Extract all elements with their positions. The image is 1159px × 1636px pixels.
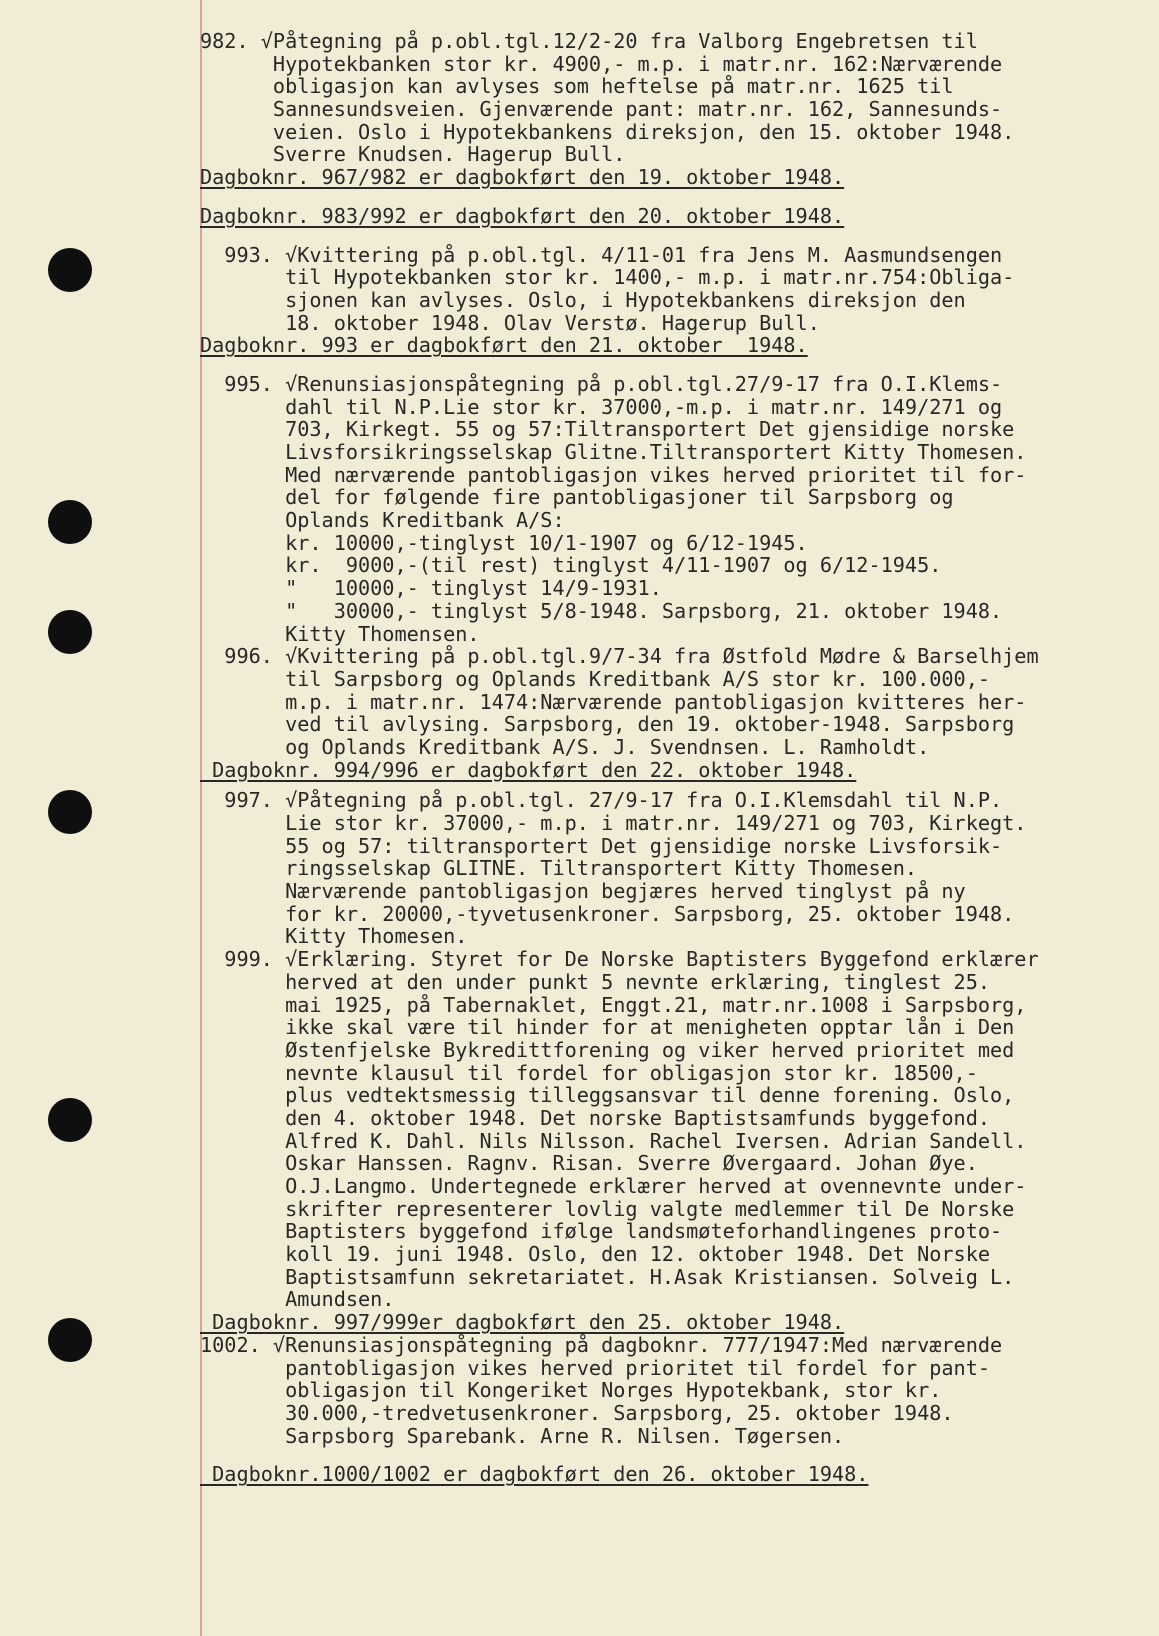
register-text-line: ved til avlysing. Sarpsborg, den 19. oktober-1948. Sarpsborg [200, 712, 1015, 737]
register-text-line: og Oplands Kreditbank A/S. J. Svendnsen. L. Ramholdt. [200, 734, 930, 759]
register-text-line: veien. Oslo i Hypotekbankens direksjon, den 15. oktober 1948. [200, 119, 1015, 144]
register-text-line: for kr. 20000,-tyvetusenkroner. Sarpsborg, 25. oktober 1948. [200, 901, 1015, 926]
register-text-line: Hypotekbanken stor kr. 4900,- m.p. i matr.nr. 162:Nærværende [200, 51, 1003, 76]
typed-register-text [200, 30, 1150, 1486]
register-text-line: pantobligasjon vikes herved prioritet til fordel for pant- [200, 1355, 991, 1380]
register-text-line: 995. √Renunsiasjonspåtegning på p.obl.tgl.27/9-17 fra O.I.Klems- [200, 371, 1003, 396]
register-text-line: til Hypotekbanken stor kr. 1400,- m.p. i matr.nr.754:Obliga- [200, 265, 1015, 290]
register-text-line: Alfred K. Dahl. Nils Nilsson. Rachel Iversen. Adrian Sandell. [200, 1128, 1027, 1153]
register-text-line: Sarpsborg Sparebank. Arne R. Nilsen. Tøgersen. [200, 1423, 845, 1448]
register-text-line: Oskar Hanssen. Ragnv. Risan. Sverre Øvergaard. Johan Øye. [200, 1151, 978, 1176]
register-text-line: Med nærværende pantobligasjon vikes herved prioritet til for- [200, 462, 1027, 487]
dagbok-entry-line: Dagboknr. 983/992 er dagbokført den 20. oktober 1948. [200, 203, 845, 228]
register-text-line: ikke skal være til hinder for at menigheten opptar lån i Den [200, 1015, 1015, 1040]
dagbok-entry-line: Dagboknr. 997/999er dagbokført den 25. oktober 1948. [200, 1310, 845, 1335]
register-text-line: Amundsen. [200, 1287, 395, 1312]
register-text-line: 55 og 57: tiltransportert Det gjensidige norske Livsforsik- [200, 833, 1003, 858]
punch-hole [48, 248, 92, 292]
register-text-line: Sverre Knudsen. Hagerup Bull. [200, 142, 626, 167]
register-text-line: nevnte klausul til fordel for obligasjon stor kr. 18500,- [200, 1060, 978, 1085]
register-text-line: Kitty Thomesen. [200, 924, 468, 949]
register-text-line: Baptisters byggefond ifølge landsmøteforhandlingenes proto- [200, 1219, 1003, 1244]
register-text-line: dahl til N.P.Lie stor kr. 37000,-m.p. i matr.nr. 149/271 og [200, 394, 1003, 419]
register-text-line: 999. √Erklæring. Styret for De Norske Baptisters Byggefond erklærer [200, 947, 1039, 972]
punch-hole [48, 790, 92, 834]
register-text-line: m.p. i matr.nr. 1474:Nærværende pantobligasjon kvitteres her- [200, 689, 1027, 714]
register-text-line: sjonen kan avlyses. Oslo, i Hypotekbankens direksjon den [200, 287, 966, 312]
punch-hole [48, 500, 92, 544]
punch-hole [48, 610, 92, 654]
register-text-line: kr. 10000,-tinglyst 10/1-1907 og 6/12-1945. [200, 530, 808, 555]
punch-hole [48, 1318, 92, 1362]
dagbok-entry-line: Dagboknr.1000/1002 er dagbokført den 26. oktober 1948. [200, 1462, 869, 1487]
register-text-line: Lie stor kr. 37000,- m.p. i matr.nr. 149/271 og 703, Kirkegt. [200, 811, 1027, 835]
register-text-line: obligasjon kan avlyses som heftelse på matr.nr. 1625 til [200, 74, 954, 99]
register-text-line: til Sarpsborg og Oplands Kreditbank A/S stor kr. 100.000,- [200, 666, 991, 691]
dagbok-entry-line: Dagboknr. 994/996 er dagbokført den 22. oktober 1948. [200, 757, 857, 782]
register-text-line: den 4. oktober 1948. Det norske Baptistsamfunds byggefond. [200, 1105, 991, 1130]
register-text-line: Baptistsamfunn sekretariatet. H.Asak Kristiansen. Solveig L. [200, 1264, 1015, 1289]
register-text-line: 993. √Kvittering på p.obl.tgl. 4/11-01 fra Jens M. Aasmundsengen [200, 242, 1003, 267]
register-text-line: skrifter representerer lovlig valgte medlemmer til De Norske [200, 1196, 1015, 1221]
register-text-line: Livsforsikringsselskap Glitne.Tiltransportert Kitty Thomesen. [200, 440, 1027, 464]
register-text-line: kr. 9000,-(til rest) tinglyst 4/11-1907 og 6/12-1945. [200, 553, 942, 578]
register-text-line: Nærværende pantobligasjon begjæres herved tinglyst på ny [200, 879, 966, 904]
register-text-line: plus vedtektsmessig tilleggsansvar til denne forening. Oslo, [200, 1083, 1015, 1108]
register-text-line: Østenfjelske Bykredittforening og viker herved prioritet med [200, 1037, 1015, 1062]
register-text-line: 997. √Påtegning på p.obl.tgl. 27/9-17 fra O.I.Klemsdahl til N.P. [200, 788, 1003, 813]
register-text-line: 982. √Påtegning på p.obl.tgl.12/2-20 fra Valborg Engebretsen til [200, 29, 978, 53]
dagbok-entry-line: Dagboknr. 967/982 er dagbokført den 19. oktober 1948. [200, 165, 845, 190]
punch-hole [48, 1098, 92, 1142]
register-text-line: " 30000,- tinglyst 5/8-1948. Sarpsborg, 21. oktober 1948. [200, 598, 1003, 623]
register-text-line: Kitty Thomensen. [200, 621, 480, 646]
register-text-line: O.J.Langmo. Undertegnede erklærer herved at ovennevnte under- [200, 1174, 1027, 1198]
register-text-line: Sannesundsveien. Gjenværende pant: matr.nr. 162, Sannesunds- [200, 97, 1003, 122]
register-text-line: Oplands Kreditbank A/S: [200, 508, 565, 533]
register-text-line: obligasjon til Kongeriket Norges Hypotekbank, stor kr. [200, 1378, 942, 1403]
register-text-line: 18. oktober 1948. Olav Verstø. Hagerup Bull. [200, 310, 820, 335]
register-text-line: koll 19. juni 1948. Oslo, den 12. oktober 1948. Det Norske [200, 1242, 991, 1267]
register-text-line: 703, Kirkegt. 55 og 57:Tiltransportert Det gjensidige norske [200, 417, 1015, 442]
dagbok-entry-line: Dagboknr. 993 er dagbokført den 21. oktober 1948. [200, 333, 808, 358]
register-text-line: " 10000,- tinglyst 14/9-1931. [200, 576, 662, 601]
register-text-line: del for følgende fire pantobligasjoner til Sarpsborg og [200, 485, 954, 510]
register-text-line: ringsselskap GLITNE. Tiltransportert Kitty Thomesen. [200, 856, 918, 881]
register-text-line: herved at den under punkt 5 nevnte erklæring, tinglest 25. [200, 969, 991, 994]
register-text-line: 996. √Kvittering på p.obl.tgl.9/7-34 fra Østfold Mødre & Barselhjem [200, 644, 1039, 669]
register-text-line: 1002. √Renunsiasjonspåtegning på dagboknr. 777/1947:Med nærværende [200, 1332, 1003, 1357]
register-text-line: mai 1925, på Tabernaklet, Enggt.21, matr.nr.1008 i Sarpsborg, [200, 992, 1027, 1017]
register-text-line: 30.000,-tredvetusenkroner. Sarpsborg, 25. oktober 1948. [200, 1400, 954, 1425]
